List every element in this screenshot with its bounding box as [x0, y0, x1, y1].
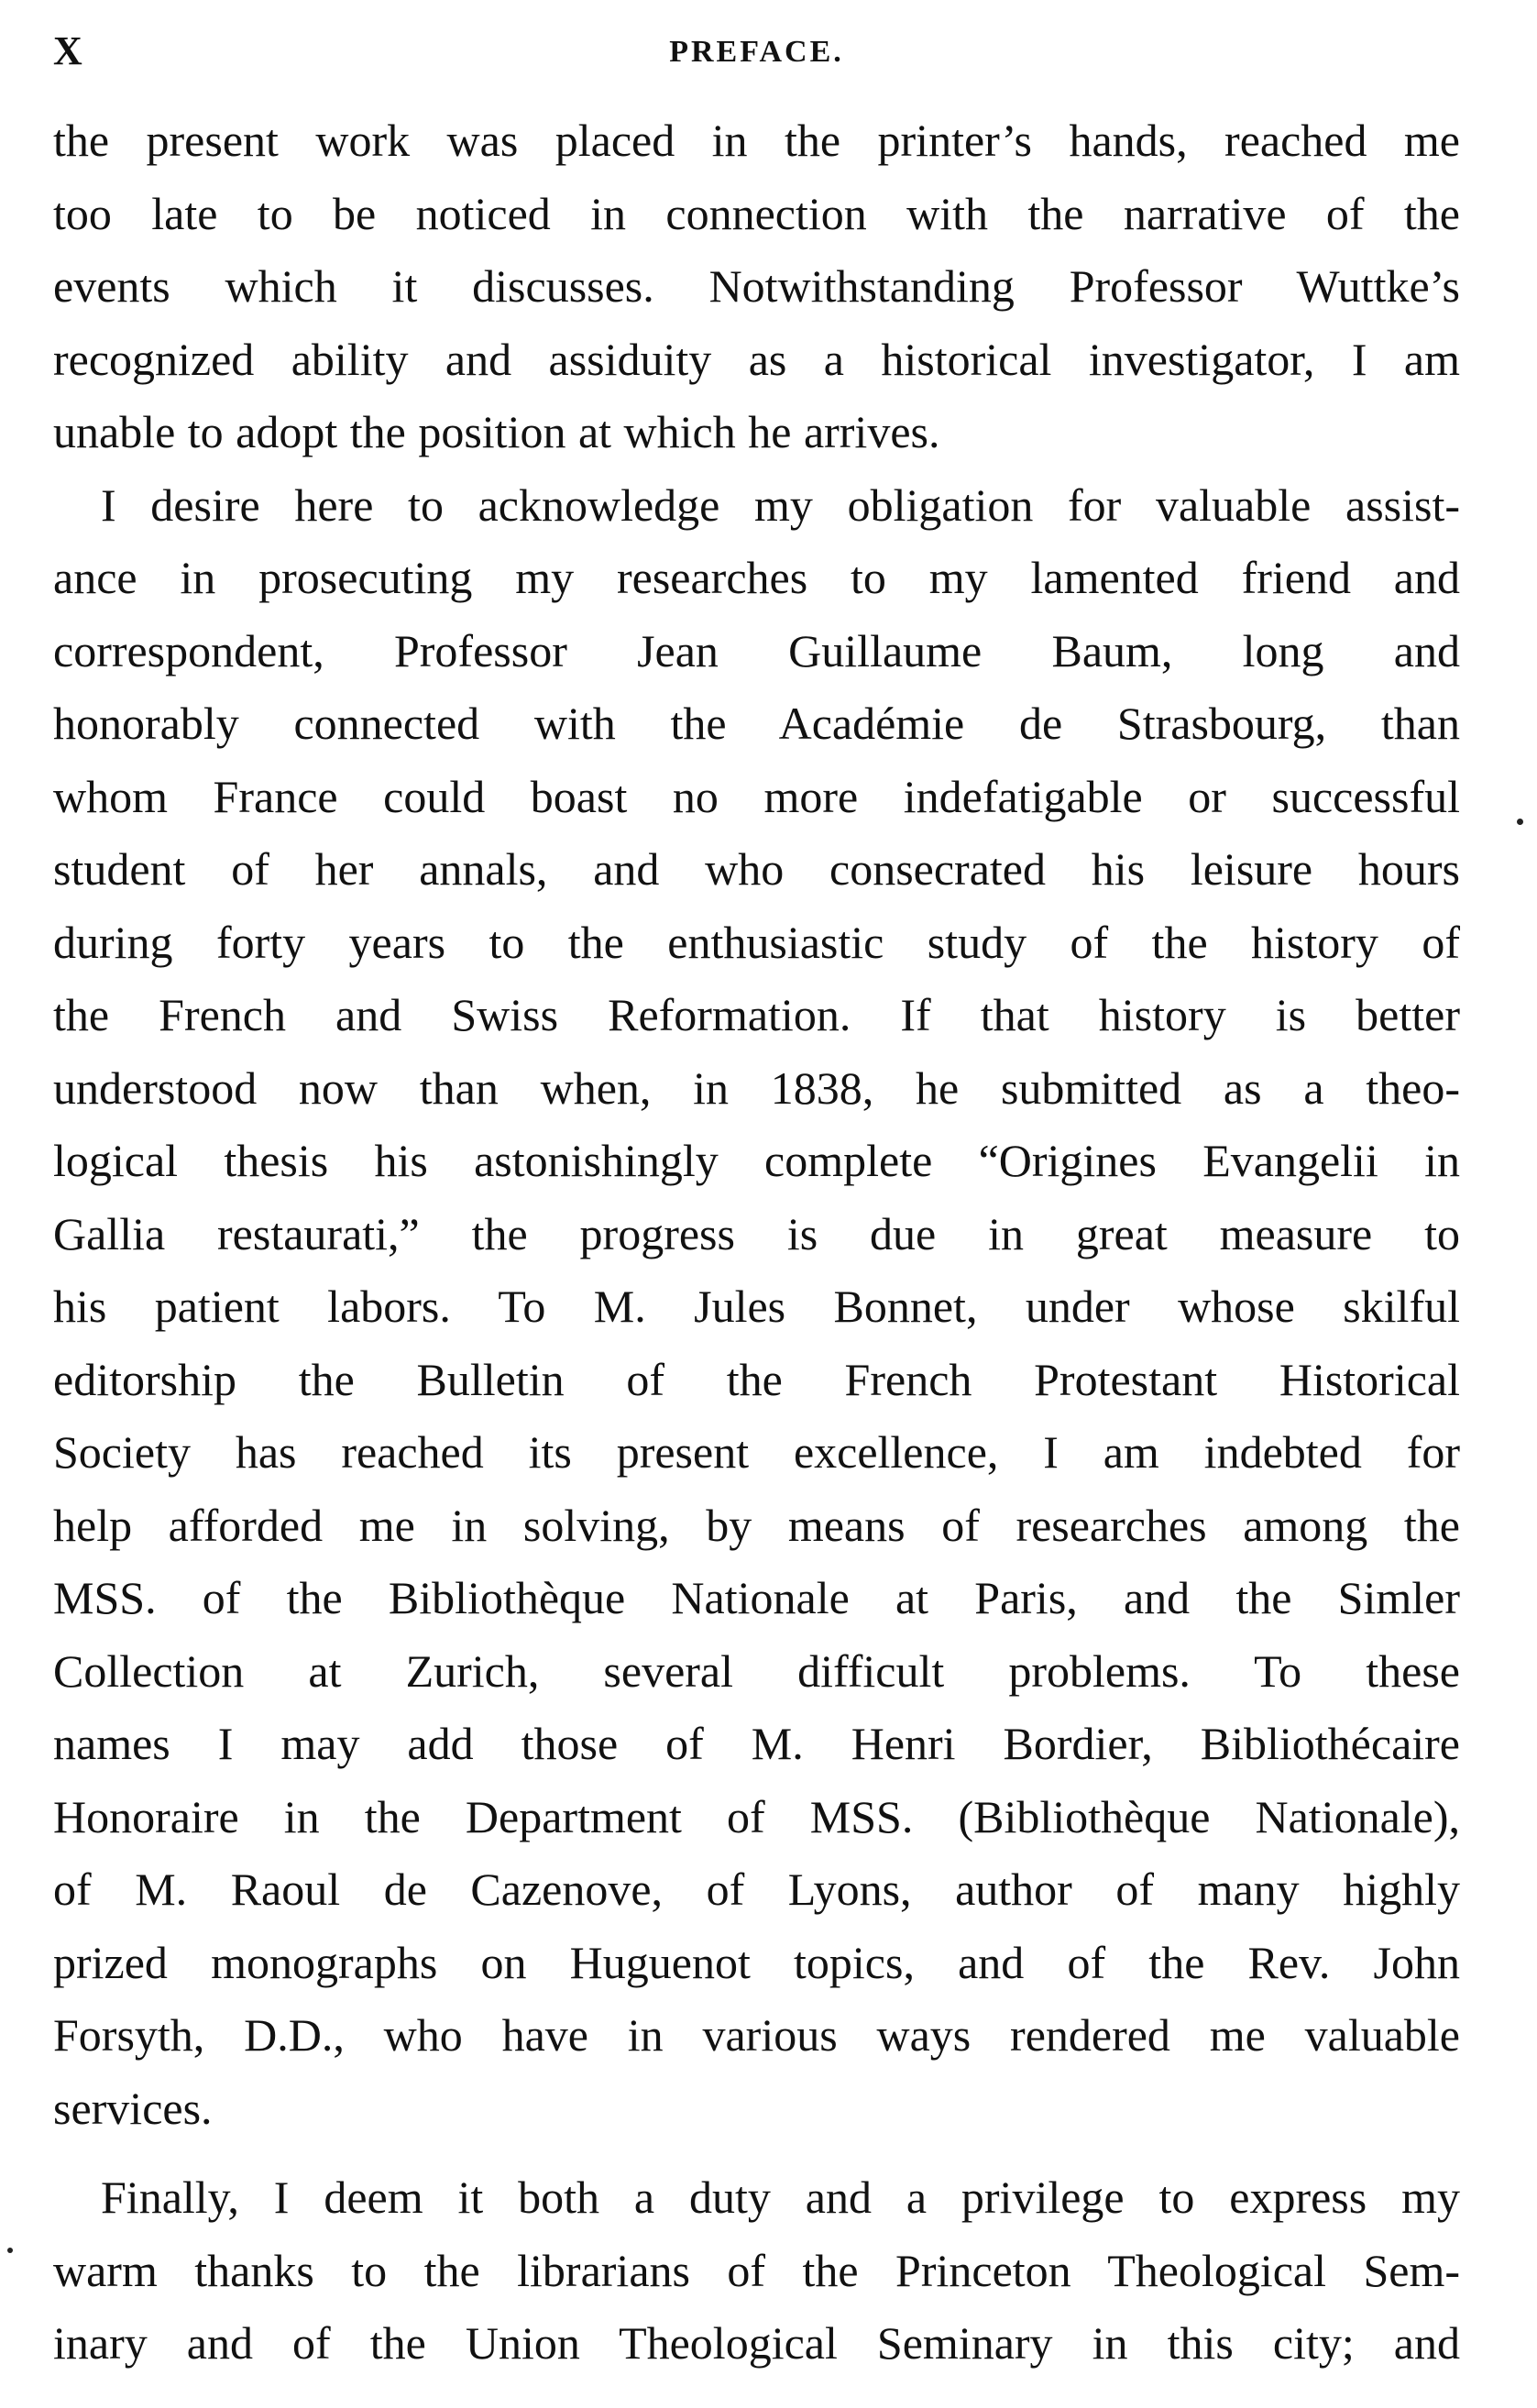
text-line: services.: [53, 2082, 213, 2134]
text-line: student of her annals, and who consecrated his leisure hours: [53, 843, 1460, 895]
paragraph-2: [53, 469, 1460, 2146]
text-line: whom France could boast no more indefatigable or successful: [53, 770, 1460, 822]
text-line: understood now than when, in 1838, he submitted as a theo-: [53, 1061, 1460, 1114]
page: [53, 27, 1460, 2381]
text-line: honorably connected with the Académie de Strasbourg, than: [53, 698, 1460, 749]
text-line: inary and of the Union Theological Seminary in this city; and: [53, 2317, 1460, 2369]
text-line: editorship the Bulletin of the French Protestant Historical: [53, 1353, 1460, 1405]
text-line: Collection at Zurich, several difficult problems. To these: [53, 1644, 1460, 1697]
text-line: names I may add those of M. Henri Bordier, Bibliothécaire: [53, 1718, 1460, 1769]
text-line: warm thanks to the librarians of the Princeton Theological Sem-: [53, 2244, 1460, 2296]
text-line: recognized ability and assiduity as a historical investigator, I am: [53, 333, 1460, 385]
text-line: correspondent, Professor Jean Guillaume Baum, long and: [53, 624, 1460, 676]
margin-speck: [1517, 819, 1523, 825]
paragraph-3: [53, 2161, 1460, 2381]
text-line: the present work was placed in the printer’s hands, reached me: [53, 115, 1460, 166]
paragraph-spacer: [53, 2145, 1460, 2161]
text-line: Gallia restaurati,” the progress is due in great measure to: [53, 1207, 1460, 1259]
text-line: Society has reached its present excellence, I am indebted for: [53, 1426, 1460, 1478]
text-line: too late to be noticed in connection with the narrative of the: [53, 187, 1460, 239]
text-line: of M. Raoul de Cazenove, of Lyons, author of many highly: [53, 1864, 1460, 1915]
text-line: prized monographs on Huguenot topics, and of the Rev. John: [53, 1936, 1460, 1988]
margin-speck: [7, 2248, 13, 2253]
page-header: [53, 27, 1460, 92]
text-line: Honoraire in the Department of MSS. (Bibliothèque Nationale),: [53, 1790, 1460, 1842]
text-line: during forty years to the enthusiastic study of the history of: [53, 916, 1460, 968]
text-line: unable to adopt the position at which he arrives.: [53, 406, 940, 457]
text-line: events which it discusses. Notwithstanding Professor Wuttke’s: [53, 260, 1460, 312]
page-number: X: [53, 28, 84, 73]
text-line: I desire here to acknowledge my obligation for valuable assist-: [101, 478, 1460, 531]
text-line: MSS. of the Bibliothèque Nationale at Paris, and the Simler: [53, 1572, 1460, 1623]
paragraph-1: [53, 104, 1460, 469]
text-line: ance in prosecuting my researches to my lamented friend and: [53, 552, 1460, 603]
text-line: Forsyth, D.D., who have in various ways rendered me valuable: [53, 2009, 1460, 2061]
text-line: logical thesis his astonishingly complete “Origines Evangelii in: [53, 1135, 1460, 1186]
text-line: help afforded me in solving, by means of researches among the: [53, 1499, 1460, 1551]
running-head: PREFACE.: [669, 35, 844, 69]
text-line: Finally, I deem it both a duty and a privilege to express my: [101, 2172, 1460, 2223]
text-line: his patient labors. To M. Jules Bonnet, under whose skilful: [53, 1281, 1460, 1332]
text-line: the French and Swiss Reformation. If that history is better: [53, 989, 1460, 1040]
